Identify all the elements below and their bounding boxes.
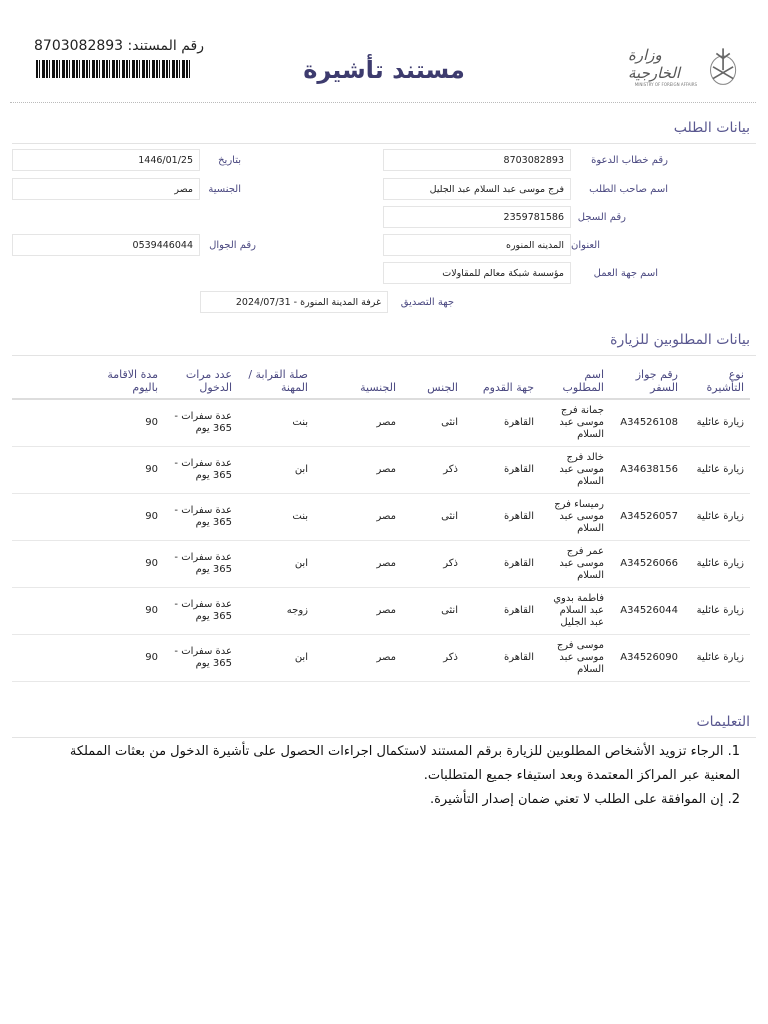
col-arrival: جهة القدوم bbox=[464, 366, 540, 399]
invitation-no-label: رقم خطاب الدعوة bbox=[591, 154, 668, 166]
col-relation: صلة القرابة / المهنة bbox=[238, 366, 314, 399]
nationality-field: مصر bbox=[12, 178, 200, 200]
record-field: 2359781586 bbox=[383, 206, 571, 228]
table-cell: رميساء فرج موسى عبد السلام bbox=[540, 493, 610, 540]
request-heading: بيانات الطلب bbox=[673, 120, 750, 136]
table-cell: مصر bbox=[314, 634, 402, 681]
table-cell: زوجه bbox=[238, 587, 314, 634]
table-row bbox=[12, 634, 750, 681]
table-cell: القاهرة bbox=[464, 493, 540, 540]
certification-label: جهة التصديق bbox=[400, 296, 454, 308]
table-cell: عدة سفرات - 365 يوم bbox=[164, 399, 238, 446]
table-cell: ذكر bbox=[402, 634, 464, 681]
document-number-label: رقم المستند: bbox=[127, 38, 205, 54]
document-number-value: 8703082893 bbox=[34, 38, 124, 54]
table-cell: انثى bbox=[402, 493, 464, 540]
table-cell: انثى bbox=[402, 587, 464, 634]
col-name: اسم المطلوب bbox=[540, 366, 610, 399]
table-cell: ذكر bbox=[402, 446, 464, 493]
divider bbox=[12, 355, 756, 356]
record-label: رقم السجل bbox=[577, 211, 626, 223]
page-title: مستند تأشيرة bbox=[303, 56, 465, 84]
table-cell: ابن bbox=[238, 540, 314, 587]
table-cell: A34526057 bbox=[610, 493, 684, 540]
table-cell: مصر bbox=[314, 399, 402, 446]
col-entries: عدد مرات الدخول bbox=[164, 366, 238, 399]
table-cell: زيارة عائلية bbox=[684, 446, 750, 493]
col-gender: الجنس bbox=[402, 366, 464, 399]
document-number bbox=[34, 38, 204, 54]
divider bbox=[12, 737, 756, 738]
table-cell: القاهرة bbox=[464, 540, 540, 587]
table-cell: انثى bbox=[402, 399, 464, 446]
table-cell: 90 bbox=[12, 634, 164, 681]
table-row bbox=[12, 540, 750, 587]
table-cell: A34526108 bbox=[610, 399, 684, 446]
table-cell: 90 bbox=[12, 399, 164, 446]
col-passport: رقم جواز السفر bbox=[610, 366, 684, 399]
employer-field: مؤسسة شبكة معالم للمقاولات bbox=[383, 262, 571, 284]
table-cell: القاهرة bbox=[464, 634, 540, 681]
table-cell: بنت bbox=[238, 493, 314, 540]
table-row bbox=[12, 493, 750, 540]
invitation-no-field: 8703082893 bbox=[383, 149, 571, 171]
table-row bbox=[12, 399, 750, 446]
instructions-heading: التعليمات bbox=[696, 714, 750, 730]
table-cell: 90 bbox=[12, 446, 164, 493]
date-label: بتاريخ bbox=[218, 154, 241, 166]
address-label: العنوان bbox=[571, 239, 600, 251]
table-cell: القاهرة bbox=[464, 446, 540, 493]
table-row bbox=[12, 587, 750, 634]
table-cell: 90 bbox=[12, 493, 164, 540]
header bbox=[0, 0, 768, 104]
table-row bbox=[12, 446, 750, 493]
table-cell: زيارة عائلية bbox=[684, 540, 750, 587]
certification-field: غرفة المدينة المنورة - 2024/07/31 bbox=[200, 291, 388, 313]
table-cell: موسى فرج موسى عبد السلام bbox=[540, 634, 610, 681]
visitors-heading: بيانات المطلوبين للزيارة bbox=[610, 332, 750, 348]
table-cell: عدة سفرات - 365 يوم bbox=[164, 446, 238, 493]
applicant-label: اسم صاحب الطلب bbox=[589, 183, 668, 195]
logo-subtext: MINISTRY OF FOREIGN AFFAIRS bbox=[634, 81, 698, 87]
divider bbox=[10, 102, 756, 103]
nationality-label: الجنسية bbox=[208, 183, 241, 195]
instruction-item: 1. الرجاء تزويد الأشخاص المطلوبين للزيارة برقم المستند لاستكمال اجراءات الحصول على تأشيرة الدخول من بعثات المملكة المعنية عبر المراكز المعتمدة وبعد استيفاء جميع المتطلبات. bbox=[69, 744, 740, 783]
instructions-list bbox=[30, 740, 740, 812]
table-cell: عدة سفرات - 365 يوم bbox=[164, 587, 238, 634]
table-cell: مصر bbox=[314, 493, 402, 540]
table-cell: خالد فرج موسى عبد السلام bbox=[540, 446, 610, 493]
address-field: المدينه المنوره bbox=[383, 234, 571, 256]
table-cell: عدة سفرات - 365 يوم bbox=[164, 493, 238, 540]
table-cell: عدة سفرات - 365 يوم bbox=[164, 634, 238, 681]
instruction-item: 2. إن الموافقة على الطلب لا تعني ضمان إصدار التأشيرة. bbox=[429, 792, 740, 807]
col-nationality: الجنسية bbox=[314, 366, 402, 399]
table-cell: مصر bbox=[314, 446, 402, 493]
date-field: 1446/01/25 bbox=[12, 149, 200, 171]
table-cell: بنت bbox=[238, 399, 314, 446]
mobile-label: رقم الجوال bbox=[209, 239, 256, 251]
logo-text: وزارة الخارجية bbox=[628, 45, 681, 82]
table-cell: القاهرة bbox=[464, 399, 540, 446]
barcode bbox=[36, 60, 190, 78]
table-cell: ابن bbox=[238, 446, 314, 493]
divider bbox=[12, 143, 756, 144]
table-cell: ابن bbox=[238, 634, 314, 681]
table-cell: جمانة فرج موسى عبد السلام bbox=[540, 399, 610, 446]
table-cell: ذكر bbox=[402, 540, 464, 587]
table-cell: 90 bbox=[12, 540, 164, 587]
table-cell: زيارة عائلية bbox=[684, 587, 750, 634]
table-cell: القاهرة bbox=[464, 587, 540, 634]
table-cell: فاطمة بدوي عبد السلام عبد الجليل bbox=[540, 587, 610, 634]
table-cell: عمر فرج موسى عبد السلام bbox=[540, 540, 610, 587]
mobile-field: 0539446044 bbox=[12, 234, 200, 256]
table-cell: مصر bbox=[314, 587, 402, 634]
col-visa-type: نوع التأشيرة bbox=[684, 366, 750, 399]
table-cell: A34526090 bbox=[610, 634, 684, 681]
col-duration: مدة الاقامة باليوم bbox=[12, 366, 164, 399]
table-cell: A34526044 bbox=[610, 587, 684, 634]
table-cell: زيارة عائلية bbox=[684, 493, 750, 540]
table-cell: 90 bbox=[12, 587, 164, 634]
table-cell: زيارة عائلية bbox=[684, 634, 750, 681]
visitors-table bbox=[12, 366, 750, 682]
table-cell: A34526066 bbox=[610, 540, 684, 587]
table-cell: عدة سفرات - 365 يوم bbox=[164, 540, 238, 587]
table-cell: مصر bbox=[314, 540, 402, 587]
table-cell: زيارة عائلية bbox=[684, 399, 750, 446]
applicant-field: فرج موسى عبد السلام عبد الجليل bbox=[383, 178, 571, 200]
employer-label: اسم جهة العمل bbox=[593, 267, 658, 279]
table-cell: A34638156 bbox=[610, 446, 684, 493]
